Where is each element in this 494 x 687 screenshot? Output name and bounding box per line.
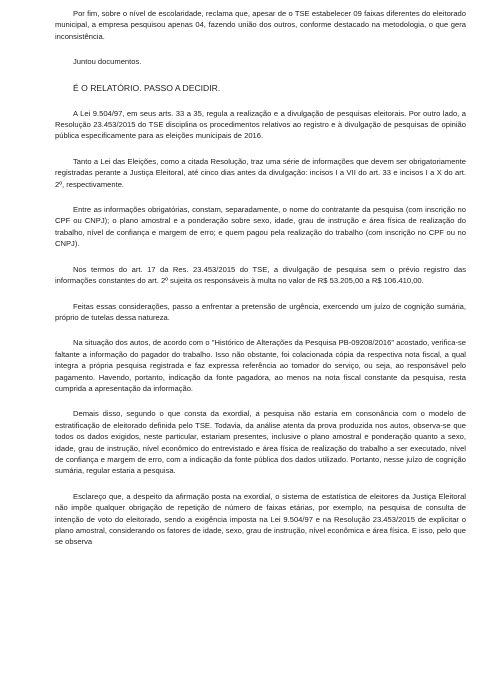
paragraph-informacoes-obrigatorias: Entre as informações obrigatórias, constam, separadamente, o nome do contratante da pesquisa (com inscrição no CPF ou CNPJ); o plano amostral e a ponderação sobre sexo, idade, grau de instrução e área física de realização do trabalho, nível de confiança e margem de erro; e quem pagou pela realização do trabalho (com inscrição no CPF ou no CNPJ). [55,205,466,249]
paragraph-escolaridade: Por fim, sobre o nível de escolaridade, reclama que, apesar de o TSE estabelecer 09 faixas diferentes do eleitorado municipal, a empresa pesquisou apenas 04, fazendo união dos outros, conforme destacado na metodologia, o que gera inconsistência. [55,9,466,41]
section-heading-relatorio: É O RELATÓRIO. PASSO A DECIDIR. [73,82,221,93]
paragraph-situacao-autos: Na situação dos autos, de acordo com o "Histórico de Alterações da Pesquisa PB-09208/2016" acostado, verifica-se faltante a informação do pagador do trabalho. Isso não obstante, foi colacionada cópia da respectiva nota fiscal, a qual integra a própria pesquisa registrada e faz expressa referência ao tomador do serviço, ou seja, ao responsável pelo pagamento. Havendo, portanto, indicação da fonte pagadora, ao menos na nota fiscal constante da pesquisa, resta cumprida a apresentação da informação. [55,338,466,393]
paragraph-art-17: Nos termos do art. 17 da Res. 23.453/2015 do TSE, a divulgação de pesquisa sem o prévio registro das informações constantes do art. 2º sujeita os responsáveis à multa no valor de R$ 53.205,00 a R$ 106.410,00. [55,264,466,286]
paragraph-demais-disso: Demais disso, segundo o que consta da exordial, a pesquisa não estaria em consonância com o modelo de estratificação de eleitorado definida pelo TSE. Todavia, da análise atenta da prova produzida nos autos, observa-se que todos os dados exigidos, neste particular, estariam presentes, inclusive o plano amostral e ponderação quanto a sexo, idade, grau de instrução, nível econômico do entrevistado e área física de realização do trabalho a ser executado, nível de confiança e margem de erro, com a indicação da fonte pública dos dados utilizado. Portanto, nesse juízo de cognição sumária, regular estaria a pesquisa. [55,409,466,476]
paragraph-lei-eleicoes: Tanto a Lei das Eleições, como a citada Resolução, traz uma série de informações que devem ser obrigatoriamente registradas perante a Justiça Eleitoral, até cinco dias antes da divulgação: incisos I a VII do art. 33 e incisos I a X do art. 2º, respectivamente. [55,156,466,189]
paragraph-consideracoes: Feitas essas considerações, passo a enfrentar a pretensão de urgência, exercendo um juízo de cognição sumária, próprio de tutelas dessa natureza. [55,301,466,322]
paragraph-juntou-documentos: Juntou documentos. [73,57,142,67]
paragraph-lei-9504: A Lei 9.504/97, em seus arts. 33 a 35, regula a realização e a divulgação de pesquisas eleitorais. Por outro lado, a Resolução 23.453/2015 do TSE disciplina os procedimentos relativos ao registro e à divulgação de pesquisas de opinião pública especificamente para as eleições municipais de 2016. [55,108,466,141]
paragraph-esclareco: Esclareço que, a despeito da afirmação posta na exordial, o sistema de estatística de eleitores da Justiça Eleitoral não impõe qualquer obrigação de repetição de número de faixas etárias, por exemplo, na pesquisa de consulta de intenção de voto do eleitorado, sendo a exigência imposta na Lei 9.504/97 e na Resolução 23.453/2015 de explicitar o plano amostral, considerando os fatores de idade, sexo, grau de instrução, nível econômica e área física. E isso, pelo que se observa [55,491,466,547]
